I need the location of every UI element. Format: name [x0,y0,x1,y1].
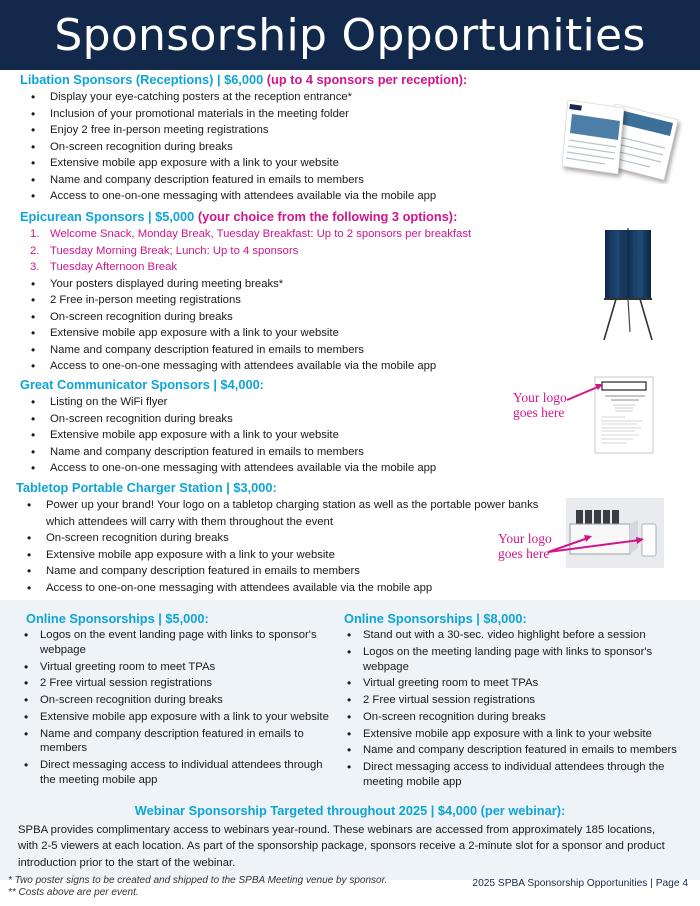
footnote-costs: ** Costs above are per event. [8,887,139,898]
list-item: • On-screen recognition during breaks [363,710,681,725]
list-item: • On-screen recognition during breaks [50,411,520,428]
list-item: • Display your eye-catching posters at the reception entrance* [50,89,570,106]
list-item: • On-screen recognition during breaks [46,530,564,547]
page-title: Sponsorship Opportunities [54,10,646,61]
charger-title: Tabletop Portable Charger Station | $3,000: [16,480,277,495]
list-item: • Virtual greeting room to meet TPAs [40,660,332,675]
wifi-logo-note: Your logo goes here [513,390,567,420]
brochure-image [560,96,685,184]
communicator-title: Great Communicator Sponsors | $4,000: [20,377,264,392]
list-item: • Access to one-on-one messaging with attendees available via the mobile app [50,188,570,205]
list-item: • Access to one-on-one messaging with attendees available via the mobile app [46,580,564,597]
list-item: • On-screen recognition during breaks [50,139,570,156]
charger-list [46,497,564,596]
libation-list [50,89,570,205]
list-item: • On-screen recognition during breaks [40,693,332,708]
list-item: • On-screen recognition during breaks [50,309,570,326]
wifi-flyer-image [565,376,657,456]
list-item: • Logos on the meeting landing page with links to sponsor's webpage [363,645,681,674]
option-item: 3. Tuesday Afternoon Break [30,261,178,273]
epicurean-list [50,276,570,375]
list-item: • Your posters displayed during meeting breaks* [50,276,570,293]
webinar-title: Webinar Sponsorship Targeted throughout 2025 | $4,000 (per webinar): [134,803,566,818]
epicurean-title: Epicurean Sponsors | $5,000 (your choice from the following 3 options): [20,209,458,224]
option-item: 2. Tuesday Morning Break; Lunch: Up to 4 sponsors [30,244,299,257]
list-item: • Listing on the WiFi flyer [50,394,520,411]
online8-title: Online Sponsorships | $8,000: [344,611,527,626]
list-item: • Name and company description featured in emails to members [50,444,520,461]
list-item: • Logos on the event landing page with links to sponsor's webpage [40,628,332,657]
list-item: • 2 Free virtual session registrations [40,676,332,691]
list-item: • 2 Free in-person meeting registrations [50,292,570,309]
charger-logo-note: Your logo goes here [498,531,552,561]
list-item: • Extensive mobile app exposure with a link to your website [50,325,570,342]
list-item: • Name and company description featured in emails to members [46,563,564,580]
list-item: • Extensive mobile app exposure with a link to your website [50,427,520,444]
page-footer-label: 2025 SPBA Sponsorship Opportunities | Page 4 [472,878,688,889]
easel-poster-image [596,226,660,342]
list-item: • Name and company description featured in emails to members [50,172,570,189]
list-item: • Enjoy 2 free in-person meeting registrations [50,122,570,139]
webinar-description: SPBA provides complimentary access to webinars year-round. These webinars are accessed from approximately 185 locations, with 2-5 viewers at each location. As part of the sponsorship package, sponsors receive a 2-minute slot for a sponsor and product introduction prior to the start of the webinar. [18,824,665,869]
list-item: • Extensive mobile app exposure with a link to your website [46,547,564,564]
list-item: • Name and company description featured in emails to members [363,743,681,758]
list-item: • Virtual greeting room to meet TPAs [363,676,681,691]
footnote-posters: * Two poster signs to be created and shipped to the SPBA Meeting venue by sponsor. [8,875,388,886]
list-item: • Extensive mobile app exposure with a link to your website [50,155,570,172]
epicurean-options [30,226,570,276]
list-item: • Stand out with a 30-sec. video highlight before a session [363,628,681,643]
page-header [0,0,700,70]
list-item: • Inclusion of your promotional materials in the meeting folder [50,106,570,123]
communicator-list [50,394,520,477]
list-item: • Direct messaging access to individual attendees through the meeting mobile app [363,760,681,789]
list-item: • Extensive mobile app exposure with a link to your website [363,727,681,742]
online5-title: Online Sponsorships | $5,000: [26,611,209,626]
list-item: • 2 Free virtual session registrations [363,693,681,708]
list-item: • Power up your brand! Your logo on a tabletop charging station as well as the portable power banks which attendees will carry with them throughout the event [46,497,564,530]
online8-list [363,628,681,792]
charger-station-image [548,494,666,570]
option-item: 1. Welcome Snack, Monday Break, Tuesday Breakfast: Up to 2 sponsors per breakfast [30,228,472,240]
list-item: • Name and company description featured in emails to members [50,342,570,359]
list-item: • Direct messaging access to individual attendees through the meeting mobile app [40,758,332,787]
online5-list [40,628,332,790]
list-item: • Name and company description featured in emails to members [40,727,332,756]
list-item: • Extensive mobile app exposure with a link to your website [40,710,332,725]
list-item: • Access to one-on-one messaging with attendees available via the mobile app [50,358,570,375]
list-item: • Access to one-on-one messaging with attendees available via the mobile app [50,460,520,477]
libation-title: Libation Sponsors (Receptions) | $6,000 (up to 4 sponsors per reception): [20,72,468,87]
